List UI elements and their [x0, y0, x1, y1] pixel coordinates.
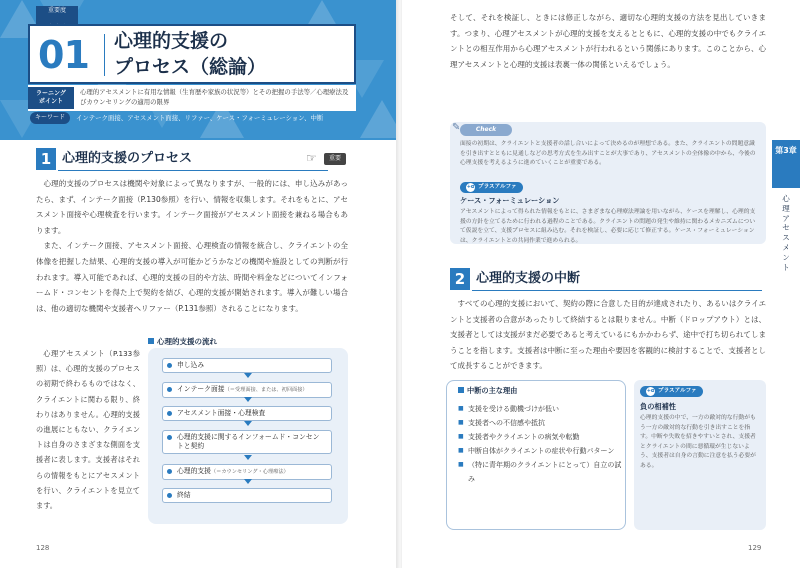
flow-figure-title: 心理的支援の流れ: [148, 336, 217, 347]
flow-step: 心理的支援に関するインフォームド・コンセントと契約: [162, 430, 332, 454]
title-line-1: 心理的支援の: [114, 30, 229, 52]
arrow-down-icon: [244, 397, 252, 402]
paragraph: そして、それを検証し、ときには修正しながら、適切な心理的支援の方法を見出していきます。つまり、心理アセスメントが心理的支援を支えるとともに、心理的支援の中でもクライエントとの相互作用から心理アセスメントが行われるという関係にあります。このことから、心理アセスメントと心理的支援は表裏一体の関係といえるでしょう。: [450, 13, 766, 69]
left-page: [0, 0, 398, 568]
reasons-title: 中断の主な理由: [458, 386, 517, 396]
plus-alpha-tag: +α プラスアルファ: [640, 386, 703, 397]
pointing-hand-icon: ☞: [306, 151, 317, 165]
section-2-heading: [450, 268, 766, 290]
section-number: 2: [450, 268, 470, 290]
section-2-body: [450, 296, 766, 374]
square-bullet-icon: [458, 387, 464, 393]
keyword-list: インテーク面接、アセスメント面接、リファー、ケース・フォーミュレーション、中断: [76, 114, 324, 122]
important-marker: [306, 149, 348, 169]
flow-step: 申し込み: [162, 358, 332, 373]
plus-alpha-tag: +α プラスアルファ: [460, 182, 523, 193]
flow-step: 終結: [162, 488, 332, 503]
list-item: ■ 支援を受ける動機づけが低い: [458, 402, 624, 416]
arrow-down-icon: [244, 455, 252, 460]
title-divider: [104, 34, 105, 76]
paragraph: 心理的支援のプロセスは機関や対象によって異なりますが、一般的には、申し込みがあったら、まず、インテーク面接（P.130参照）を行い、情報を収集します。それをもとに、アセスメント面接や心理検査を行います。インテーク面接がアセスメント面接を兼ねる場合もあります。: [36, 179, 348, 235]
keyword-tag: キーワード: [30, 112, 70, 124]
list-item: ■ 支援者やクライエントの病気や転勤: [458, 430, 624, 444]
learning-point-tag: ラーニング ポイント: [28, 87, 74, 109]
reasons-list: [458, 402, 624, 486]
plus-alpha-icon: +α: [646, 388, 655, 394]
side-chapter-label: 第3章: [772, 140, 800, 188]
square-bullet-icon: [148, 338, 154, 344]
check-text: 面接の初期は、クライエントと支援者の話し合いによって決めるのが理想である。また、クライエントの問題意識を引き出すとともに見通しなどの思考方式を生み出すことが大事であり、アセスメントの全体像の中から、今後の心理支援を考えるように進めていくことが重要である。: [460, 141, 756, 167]
section-title: 心理的支援の中断: [476, 271, 581, 286]
section-title: 心理的支援のプロセス: [62, 151, 193, 166]
learning-point-text: 心理的アセスメントに有用な情報（生育歴や家族の状況等）とその把握の手法等／心理療法及びカウンセリングの適用の限界: [80, 88, 349, 106]
plus-alpha-icon: +α: [466, 184, 475, 190]
plus-alpha-heading: 負の相補性: [640, 402, 676, 411]
section-1-narrow-body: [36, 346, 140, 513]
pencil-icon: ✎: [452, 122, 461, 133]
arrow-down-icon: [244, 421, 252, 426]
important-label: 重要: [324, 153, 346, 165]
list-item: ■ 中断自体がクライエントの症状や行動パターン: [458, 444, 624, 458]
section-number: 1: [36, 148, 56, 170]
paragraph: また、インテーク面接、アセスメント面接、心理検査の情報を統合し、クライエントの全体像を把握した結果、心理的支援の導入が可能かどうかなどの機関や施設としての判断が行われます。導入可能であれば、心理的支援の目的や方法、時間や料金などについてインフォームド・コンセントを得た上で契約を結び、心理的支援が開始されます。導入が難しい場合は、他の適切な機関や支援者へリファー（P.131参照）されることになります。: [36, 241, 348, 313]
title-line-2: プロセス（総論）: [114, 56, 267, 78]
arrow-down-icon: [244, 479, 252, 484]
flow-figure: [148, 348, 348, 524]
section-1-heading: [36, 148, 348, 170]
list-item: ■ （特に青年期のクライエントにとって）自立の試み: [458, 458, 624, 486]
list-item: ■ 支援者への不信感や抵抗: [458, 416, 624, 430]
keyword-row: [28, 112, 356, 124]
chapter-title: [114, 28, 266, 80]
chapter-number: 01: [38, 33, 89, 77]
importance-label: 重要度: [47, 7, 66, 14]
plus-alpha-text: 心理的支援の中で、一方の敵対的な行動がもう一方の敵対的な行動を引き出すことを指す。中断や失敗を招きやすいとされ、支援者とクライエントの間に悪循環が生じないよう、支援者は自身の言動に注意を払う必要がある。: [640, 415, 756, 469]
plus-alpha-heading: ケース・フォーミュレーション: [460, 196, 560, 205]
chapter-header: [0, 0, 398, 140]
chapter-side-tab: [772, 140, 800, 280]
arrow-down-icon: [244, 373, 252, 378]
paragraph: 心理アセスメント（P.133参照）は、心理的支援のプロセスの初期で終わるものではなく、クライエントに関わる限り、終わりはありません。心理的支援の進展にともない、クライエントは自身のさまざまな側面を支援者に表します。支援者はそれらの情報をもとにアセスメントを行い、クライエントを見立てます。: [36, 349, 140, 511]
flow-step: 心理的支援（＝カウンセリング・心理療法）: [162, 464, 332, 480]
flow-step: アセスメント面接・心理検査: [162, 406, 332, 421]
side-chapter-title: 心理アセスメント: [782, 194, 790, 272]
paragraph: すべての心理的支援において、契約の際に合意した目的が達成されたり、あるいはクライエントと支援者の合意があったりして終結するとは限りません。中断（ドロップアウト）とは、支援者としては支援がまだ必要であると考えているにもかかわらず、途中で打ち切られてしまうことを指します。支援者は中断に至った理由や要因を客観的に検討することで、支援者として成長することができます。: [450, 299, 766, 371]
page-number-right: 129: [748, 544, 762, 552]
page-number-left: 128: [36, 544, 50, 552]
plus-alpha-text: アセスメントによって得られた情報をもとに、さまざまな心理療法理論を用いながら、ケースを理解し、心理的支援の方針を立てるために行われる過程のことである。クライエントの問題の発生や維持に関わるメカニズムについて仮説を立て、支援プロセスに組み込む。それを検証し、必要に応じて修正する。ケース・フォーミュレーションは、クライエントとの共同作業で進められる。: [460, 209, 756, 244]
learning-point-row: [28, 85, 356, 111]
check-tag: Check: [460, 124, 512, 136]
right-intro-text: [450, 10, 766, 72]
chapter-title-box: [28, 24, 356, 84]
flow-step: インテーク面接（＝受理面接、または、初回面接）: [162, 382, 332, 398]
section-1-body: [36, 176, 348, 316]
